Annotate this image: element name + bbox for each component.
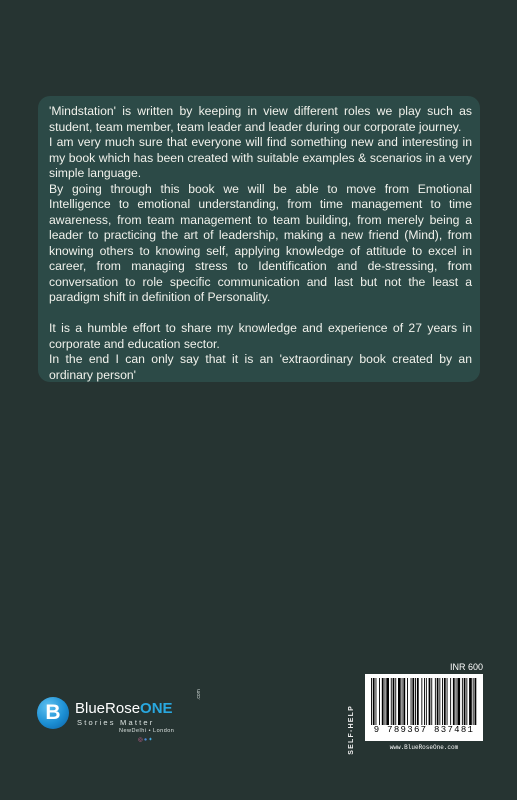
barcode-bar bbox=[469, 678, 472, 725]
publisher-cities: NewDelhi • London bbox=[119, 728, 175, 734]
barcode-bar bbox=[403, 678, 405, 725]
publisher-tagline: Stories Matter bbox=[77, 718, 155, 727]
publisher-website: www.BlueRoseOne.com bbox=[389, 744, 459, 751]
instagram-icon: ◎ bbox=[138, 737, 144, 743]
isbn-barcode bbox=[365, 674, 483, 741]
barcode-bar bbox=[447, 678, 448, 725]
publisher-logo bbox=[37, 689, 207, 777]
barcode-bar bbox=[437, 678, 439, 725]
barcode-bar bbox=[462, 678, 463, 725]
barcode-bar bbox=[464, 678, 466, 725]
barcode-bar bbox=[382, 678, 384, 725]
barcode-bar bbox=[402, 678, 403, 725]
barcode-bar bbox=[435, 678, 436, 725]
publisher-name-accent: ONE bbox=[140, 700, 173, 717]
barcode-bar bbox=[411, 678, 412, 725]
isbn-number: 9 789367 837481 bbox=[373, 725, 475, 735]
blurb-paragraph-4: It is a humble effort to share my knowledge and experience of 27 years in corporate and education sector. bbox=[49, 321, 472, 351]
barcode-bar bbox=[395, 678, 396, 725]
barcode-bar bbox=[473, 678, 474, 725]
blurb-paragraph-5: In the end I can only say that it is an 'extraordinary book created by an ordinary person' bbox=[49, 352, 472, 382]
category-label: SELF-HELP bbox=[348, 705, 355, 755]
blurb-paragraph-2: I am very much sure that everyone will find something new and interesting in my book which has been created with suitable examples & scenarios in a very simple language. bbox=[49, 135, 472, 180]
price-label: INR 600 bbox=[449, 662, 483, 672]
barcode-bar bbox=[421, 678, 422, 725]
barcode-bar bbox=[475, 678, 477, 725]
barcode-bar bbox=[407, 678, 408, 725]
barcode-bars bbox=[370, 678, 478, 725]
barcode-bar bbox=[439, 678, 440, 725]
publisher-name-main: BlueRose bbox=[75, 700, 141, 717]
barcode-bar bbox=[417, 678, 419, 725]
barcode-bar bbox=[442, 678, 443, 725]
barcode-bar bbox=[424, 678, 425, 725]
barcode-bar bbox=[426, 678, 427, 725]
barcode-bar bbox=[456, 678, 457, 725]
barcode-bar bbox=[393, 678, 395, 725]
barcode-bar bbox=[431, 678, 432, 725]
barcode-bar bbox=[376, 678, 377, 725]
barcode-bar bbox=[373, 678, 375, 725]
publisher-name bbox=[75, 700, 173, 717]
blurb-paragraph-3: By going through this book we will be able to move from Emotional Intelligence to emotional understanding, from time management to time awareness, from team management to team building, from merely being a leader to practicing the art of leadership, making a new friend (Mind), from knowing others to knowing self, applying knowledge of attitude to excel in career, from managing stress to Identification and de-stressing, from conversation to role specific communication and last but not the least a paradigm shift in definition of Personality. bbox=[49, 181, 472, 304]
barcode-bar bbox=[457, 678, 460, 725]
barcode-bar bbox=[391, 678, 392, 725]
facebook-icon: ● bbox=[143, 737, 149, 743]
back-cover-blurb bbox=[38, 96, 480, 382]
barcode-bar bbox=[398, 678, 401, 725]
publisher-domain-suffix: .com bbox=[196, 689, 202, 700]
barcode-bar bbox=[371, 678, 372, 725]
barcode-bar bbox=[444, 678, 446, 725]
barcode-bar bbox=[466, 678, 467, 725]
barcode-bar bbox=[415, 678, 416, 725]
twitter-icon: ✦ bbox=[148, 737, 154, 743]
barcode-bar bbox=[386, 678, 389, 725]
social-icons bbox=[138, 737, 154, 743]
blurb-paragraph-1: 'Mindstation' is written by keeping in view different roles we play such as student, team member, team leader and leader during our corporate journey. bbox=[49, 104, 472, 134]
barcode-bar bbox=[429, 678, 431, 725]
barcode-bar bbox=[412, 678, 414, 725]
barcode-bar bbox=[450, 678, 451, 725]
barcode-bar bbox=[379, 678, 380, 725]
barcode-bar bbox=[453, 678, 455, 725]
barcode-bar bbox=[385, 678, 386, 725]
bluerose-b-icon: B bbox=[37, 697, 69, 729]
